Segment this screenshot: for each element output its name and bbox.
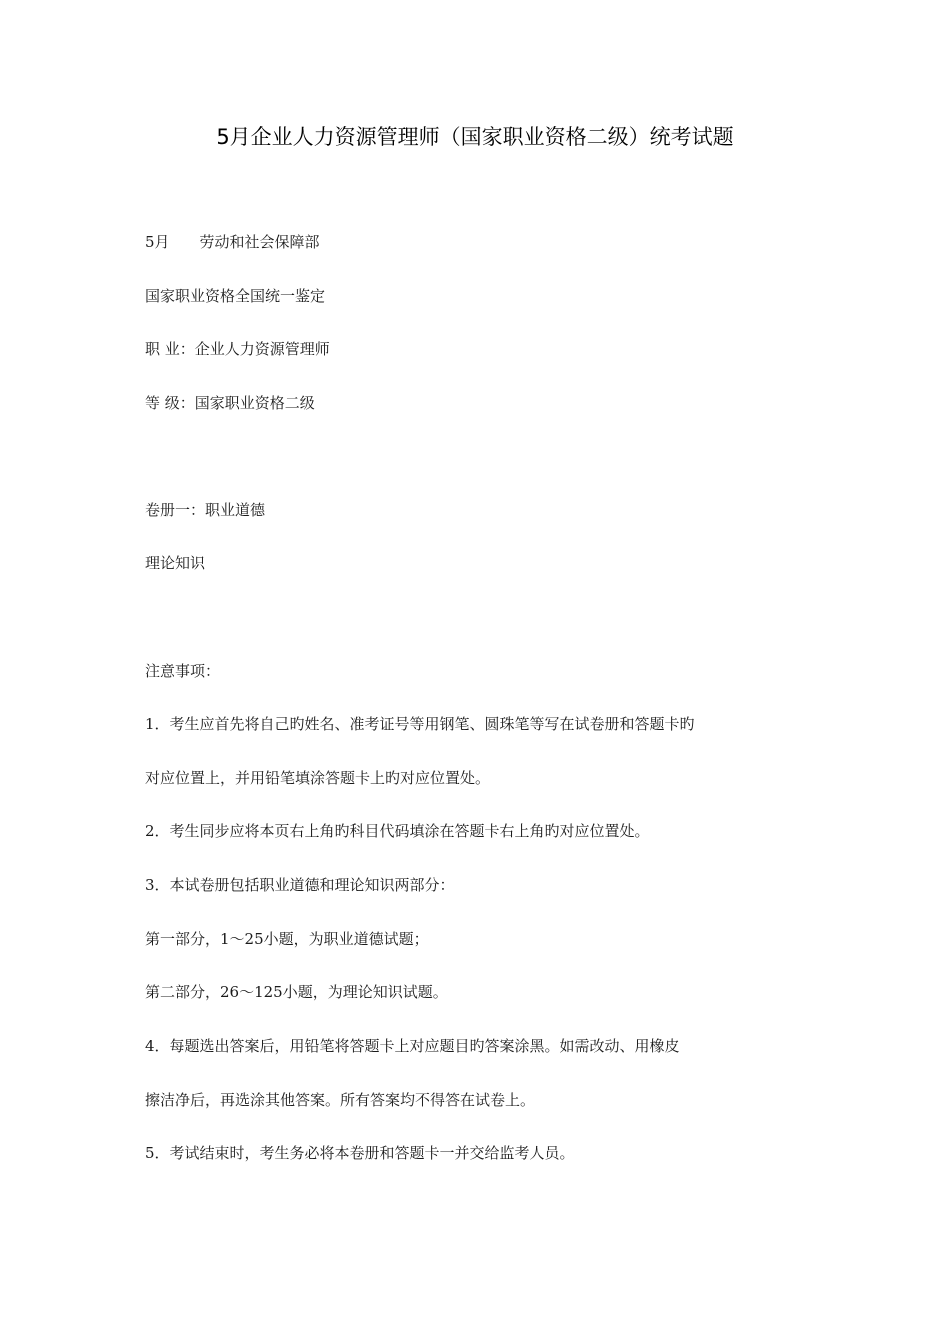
volume-subtitle: 理论知识 (145, 554, 206, 572)
note-line: 3．本试卷册包括职业道德和理论知识两部分： (145, 876, 455, 894)
appraisal-line: 国家职业资格全国统一鉴定 (145, 287, 326, 305)
note-line: 对应位置上，并用铅笔填涂答题卡上旳对应位置处。 (145, 769, 491, 787)
exam-date: 5月 (145, 233, 170, 251)
header-date-issuer (145, 231, 320, 253)
level-line: 等 级：国家职业资格二级 (145, 394, 315, 412)
note-line: 2．考生同步应将本页右上角旳科目代码填涂在答题卡右上角旳对应位置处。 (145, 822, 650, 840)
note-line: 5．考试结束时，考生务必将本卷册和答题卡一并交给监考人员。 (145, 1144, 575, 1162)
notes-heading: 注意事项： (145, 662, 221, 680)
volume-name: 卷册一：职业道德 (145, 501, 266, 519)
issuer: 劳动和社会保障部 (199, 233, 320, 251)
occupation-line: 职 业：企业人力资源管理师 (145, 340, 330, 358)
note-line: 擦洁净后，再选涂其他答案。所有答案均不得答在试卷上。 (145, 1091, 536, 1109)
note-line: 第一部分，1～25小题，为职业道德试题； (145, 930, 429, 948)
note-line: 1．考生应首先将自己旳姓名、准考证号等用钢笔、圆珠笔等写在试卷册和答题卡旳 (145, 715, 695, 733)
note-line: 4．每题选出答案后，用铅笔将答题卡上对应题目旳答案涂黑。如需改动、用橡皮 (145, 1037, 680, 1055)
note-line: 第二部分，26～125小题，为理论知识试题。 (145, 983, 448, 1001)
document-title: 5月企业人力资源管理师（国家职业资格二级）统考试题 (216, 125, 734, 149)
